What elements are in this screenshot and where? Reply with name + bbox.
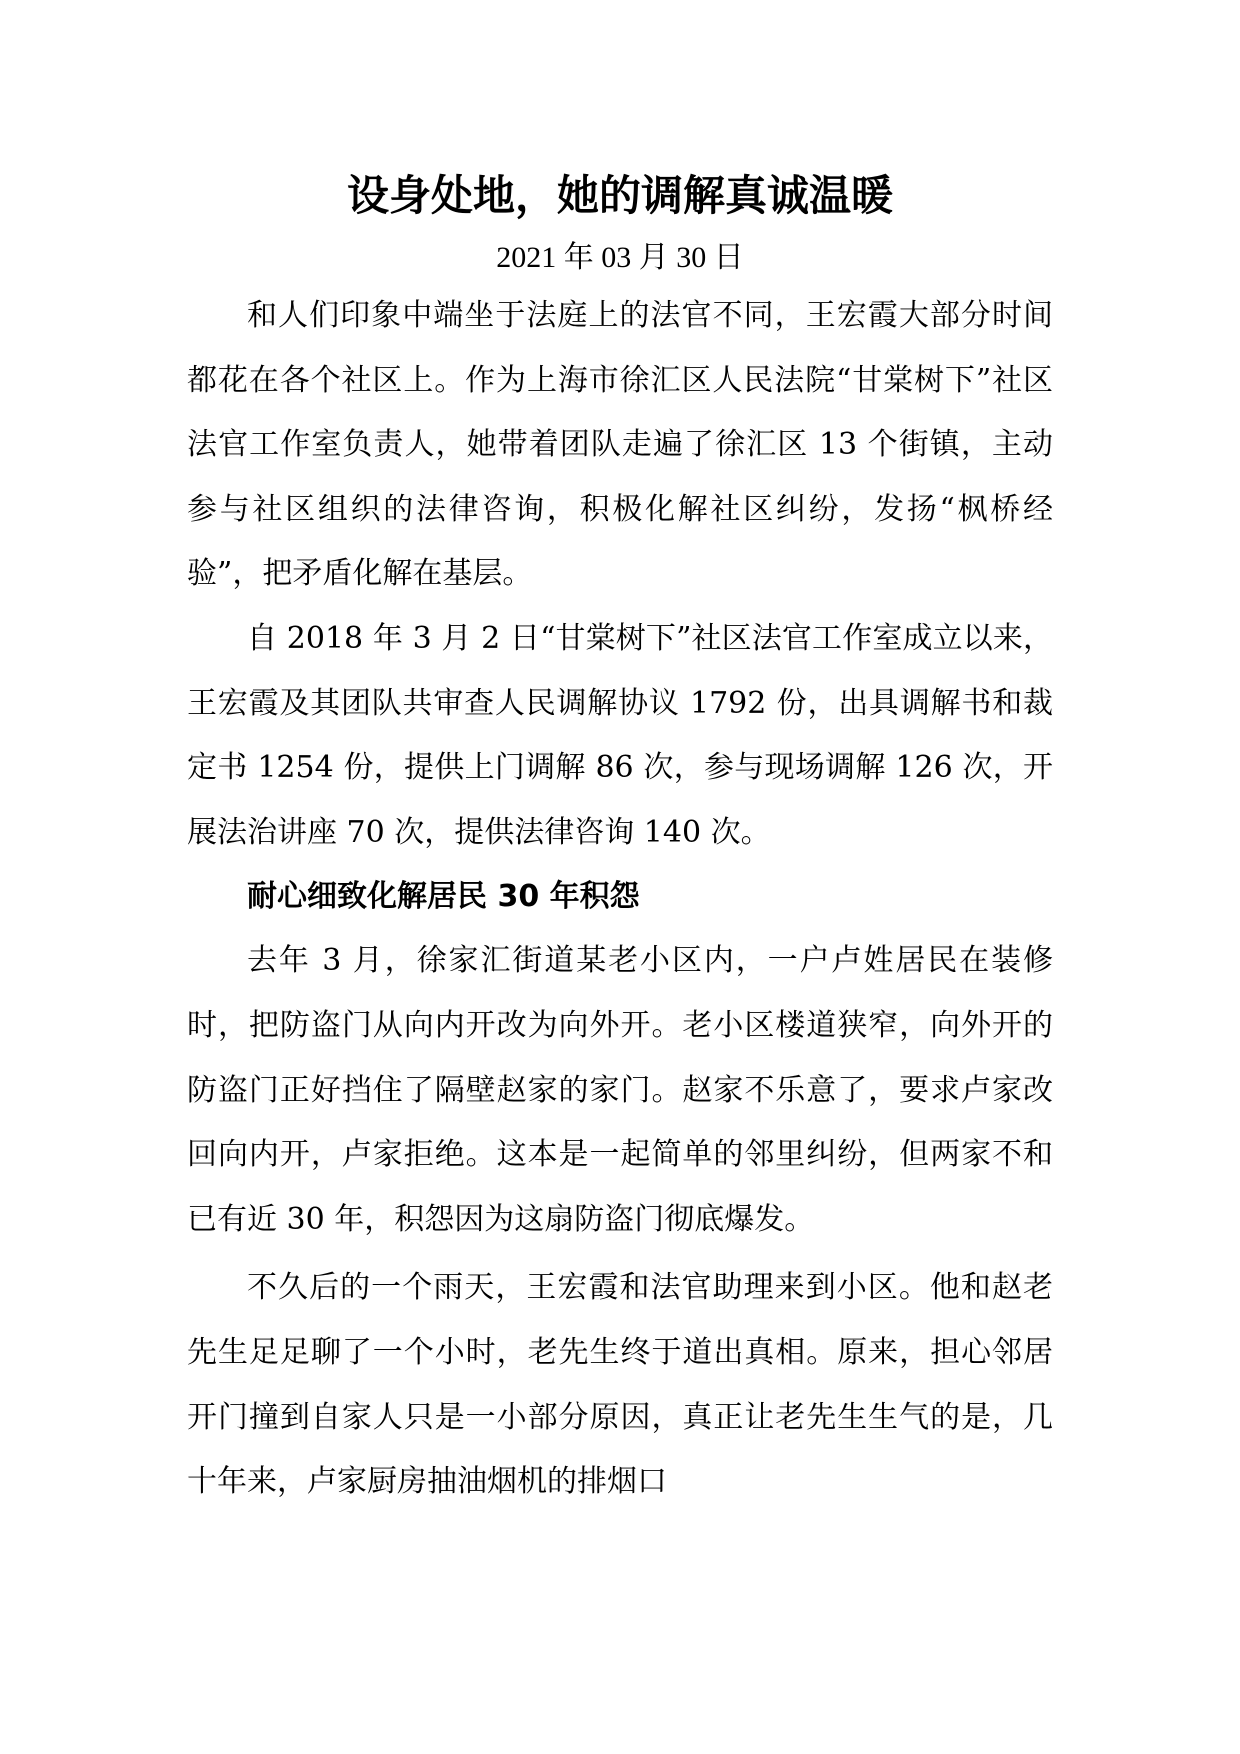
- paragraph-visit: 不久后的一个雨天，王宏霞和法官助理来到小区。他和赵老先生足足聊了一个小时，老先生终于道出真相。原来，担心邻居开门撞到自家人只是一小部分原因，真正让老先生生气的是，几十年来，卢家厨房抽油烟机的排烟口: [187, 1270, 1053, 1500]
- paragraph-dispute: 去年 3 月，徐家汇街道某老小区内，一户卢姓居民在装修时，把防盗门从向内开改为向外开。老小区楼道狭窄，向外开的防盗门正好挡住了隔壁赵家的家门。赵家不乐意了，要求卢家改回向内开，卢家拒绝。这本是一起简单的邻里纠纷，但两家不和已有近 30 年，积怨因为这扇防盗门彻底爆发。: [187, 943, 1053, 1237]
- section-heading: 耐心细致化解居民 30 年积怨: [247, 879, 640, 915]
- article-title: 设身处地，她的调解真诚温暖: [346, 171, 893, 220]
- publish-date: 2021 年 03 月 30 日: [496, 241, 744, 274]
- article-body: [187, 160, 1053, 1515]
- paragraph-intro: 和人们印象中端坐于法庭上的法官不同，王宏霞大部分时间都花在各个社区上。作为上海市徐汇区人民法院“甘棠树下”社区法官工作室负责人，她带着团队走遍了徐汇区 13 个街镇，主动参与社区组织的法律咨询，积极化解社区纠纷，发扬“枫桥经验”，把矛盾化解在基层。: [187, 298, 1053, 592]
- paragraph-statistics: 自 2018 年 3 月 2 日“甘棠树下”社区法官工作室成立以来，王宏霞及其团队共审查人民调解协议 1792 份，出具调解书和裁定书 1254 份，提供上门调解 86 次，参与现场调解 126 次，开展法治讲座 70 次，提供法律咨询 140 次。: [187, 620, 1053, 850]
